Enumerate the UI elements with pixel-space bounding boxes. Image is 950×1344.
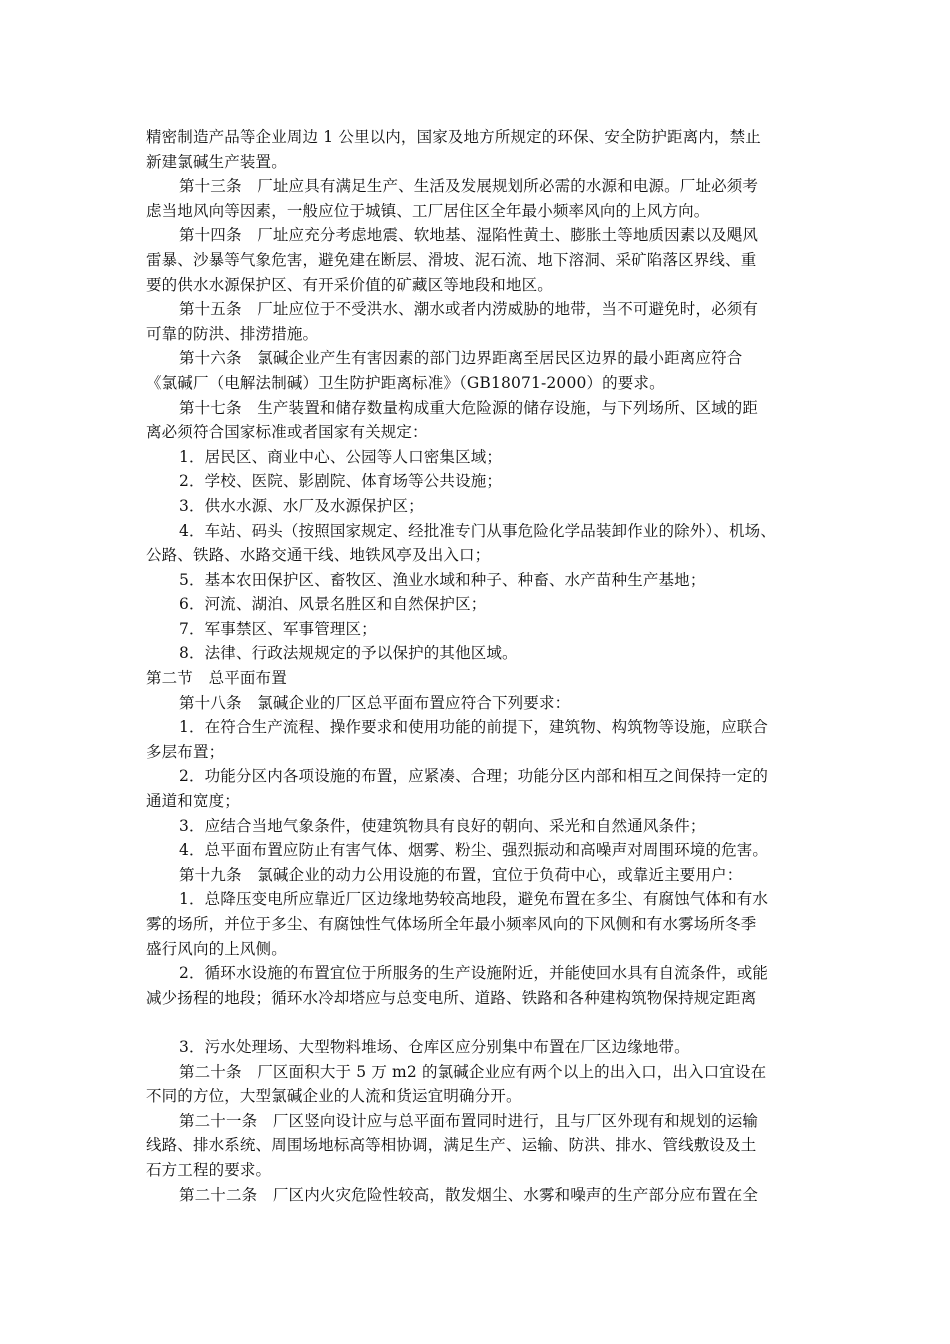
text-line: 不同的方位，大型氯碱企业的人流和货运宜明确分开。 xyxy=(146,1087,522,1106)
text-line: 《氯碱厂（电解法制碱）卫生防护距离标准》（GB18071-2000）的要求。 xyxy=(146,373,665,392)
text-line: 线路、排水系统、周围场地标高等相协调，满足生产、运输、防洪、排水、管线敷设及土 xyxy=(146,1136,757,1155)
text-line: 1．总降压变电所应靠近厂区边缘地势较高地段，避免布置在多尘、有腐蚀气体和有水 xyxy=(179,890,769,909)
text-line: 第十六条 氯碱企业产生有害因素的部门边界距离至居民区边界的最小距离应符合 xyxy=(179,349,743,368)
text-line: 8．法律、行政法规规定的予以保护的其他区域。 xyxy=(179,644,518,663)
text-line: 第十五条 厂址应位于不受洪水、潮水或者内涝威胁的地带，当不可避免时，必须有 xyxy=(179,300,759,319)
text-line: 精密制造产品等企业周边 1 公里以内，国家及地方所规定的环保、安全防护距离内，禁止 xyxy=(146,128,761,146)
document-page xyxy=(146,125,814,1207)
text-line: 减少扬程的地段；循环水冷却塔应与总变电所、道路、铁路和各种建构筑物保持规定距离 xyxy=(146,988,757,1007)
text-line: 通道和宽度； xyxy=(146,792,240,811)
text-line: 7．军事禁区、军事管理区； xyxy=(179,619,377,638)
text-line: 盛行风向的上风侧。 xyxy=(146,939,287,958)
text-line: 第二节 总平面布置 xyxy=(146,669,287,688)
text-line: 第二十二条 厂区内火灾危险性较高，散发烟尘、水雾和噪声的生产部分应布置在全 xyxy=(179,1185,759,1204)
text-line: 1．居民区、商业中心、公园等人口密集区域； xyxy=(179,447,503,466)
text-line: 3．污水处理场、大型物料堆场、仓库区应分别集中布置在厂区边缘地带。 xyxy=(179,1037,690,1056)
text-line: 第二十一条 厂区竖向设计应与总平面布置同时进行，且与厂区外现有和规划的运输 xyxy=(179,1111,759,1130)
text-line: 2．学校、医院、影剧院、体育场等公共设施； xyxy=(179,472,503,491)
text-line: 4．车站、码头（按照国家规定、经批准专门从事危险化学品装卸作业的除外）、机场、 xyxy=(179,521,776,540)
text-line: 离必须符合国家标准或者国家有关规定： xyxy=(146,423,428,442)
text-line: 第十八条 氯碱企业的厂区总平面布置应符合下列要求： xyxy=(179,693,571,712)
text-line: 第十四条 厂址应充分考虑地震、软地基、湿陷性黄土、膨胀土等地质因素以及飓风 xyxy=(179,226,759,245)
text-line: 第二十条 厂区面积大于 5 万 m2 的氯碱企业应有两个以上的出入口，出入口宜设在 xyxy=(179,1062,767,1081)
text-line: 4．总平面布置应防止有害气体、烟雾、粉尘、强烈振动和高噪声对周围环境的危害。 xyxy=(179,841,769,860)
text-line: 雷暴、沙暴等气象危害，避免建在断层、滑坡、泥石流、地下溶洞、采矿陷落区界线、重 xyxy=(146,250,757,269)
text-line: 2．循环水设施的布置宜位于所服务的生产设施附近，并能使回水具有自流条件，或能 xyxy=(179,964,769,983)
text-line: 石方工程的要求。 xyxy=(146,1160,272,1179)
text-line: 2．功能分区内各项设施的布置，应紧凑、合理；功能分区内部和相互之间保持一定的 xyxy=(179,767,769,786)
text-line: 可靠的防洪、排涝措施。 xyxy=(146,324,319,343)
text-line: 要的供水水源保护区、有开采价值的矿藏区等地段和地区。 xyxy=(146,275,553,294)
text-line: 雾的场所，并位于多尘、有腐蚀性气体场所全年最小频率风向的下风侧和有水雾场所冬季 xyxy=(146,915,757,933)
text-line: 5．基本农田保护区、畜牧区、渔业水域和种子、种畜、水产苗种生产基地； xyxy=(179,570,706,589)
text-line: 多层布置； xyxy=(146,742,225,761)
text-line: 虑当地风向等因素，一般应位于城镇、工厂居住区全年最小频率风向的上风方向。 xyxy=(146,201,710,220)
text-line: 3．应结合当地气象条件，使建筑物具有良好的朝向、采光和自然通风条件； xyxy=(179,816,706,835)
text-line: 1．在符合生产流程、操作要求和使用功能的前提下，建筑物、构筑物等设施，应联合 xyxy=(179,718,769,737)
text-line: 第十七条 生产装置和储存数量构成重大危险源的储存设施，与下列场所、区域的距 xyxy=(179,398,759,417)
text-line: 新建氯碱生产装置。 xyxy=(146,152,287,171)
text-line: 3．供水水源、水厂及水源保护区； xyxy=(179,496,424,515)
text-line: 第十三条 厂址应具有满足生产、生活及发展规划所必需的水源和电源。厂址必须考 xyxy=(179,177,759,196)
blank-line xyxy=(146,1010,814,1035)
text-line: 第十九条 氯碱企业的动力公用设施的布置，宜位于负荷中心，或靠近主要用户： xyxy=(179,865,743,884)
text-line: 6．河流、湖泊、风景名胜区和自然保护区； xyxy=(179,595,487,614)
text-line: 公路、铁路、水路交通干线、地铁风亭及出入口； xyxy=(146,546,491,565)
